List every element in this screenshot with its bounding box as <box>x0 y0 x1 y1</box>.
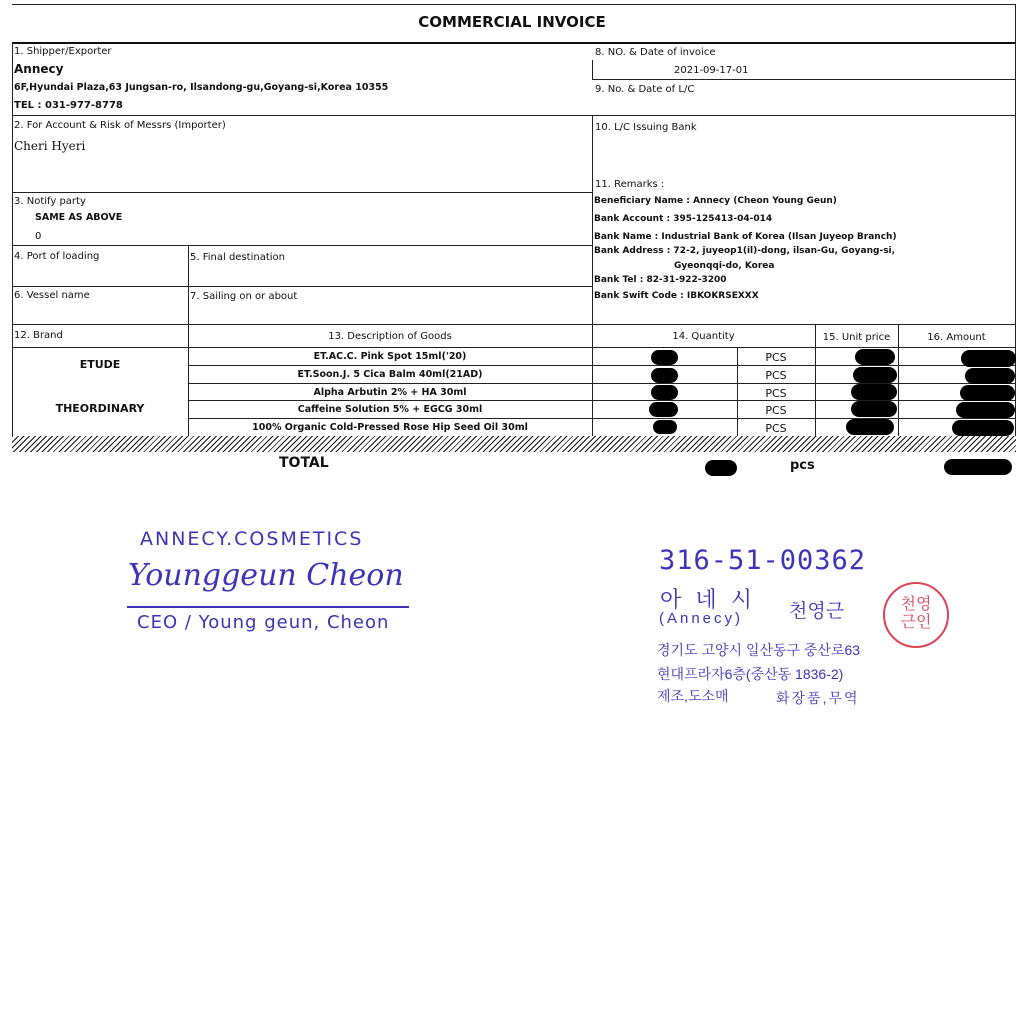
invoice-title: COMMERCIAL INVOICE <box>418 13 606 31</box>
redaction <box>855 349 895 365</box>
redaction <box>960 385 1015 401</box>
stamp-business-2: 화장품,무역 <box>776 690 860 706</box>
sailing-label: 7. Sailing on or about <box>190 291 298 302</box>
redaction <box>944 459 1012 475</box>
stamp-title: CEO / Young geun, Cheon <box>137 612 390 633</box>
brand-theordinary: THEORDINARY <box>55 402 145 415</box>
stamp-address-1: 경기도 고양시 일산동구 중산로63 <box>657 642 861 658</box>
shipper-tel: TEL : 031-977-8778 <box>14 100 123 111</box>
total-unit: pcs <box>790 458 815 473</box>
redaction <box>846 419 894 435</box>
stamp-business-1: 제조,도소매 <box>657 688 729 704</box>
notify-value: SAME AS ABOVE <box>35 212 123 223</box>
lc-no-label: 9. No. & Date of L/C <box>595 84 695 95</box>
redaction <box>851 401 897 417</box>
unit-price-header: 15. Unit price <box>822 332 891 343</box>
item-description: 100% Organic Cold-Pressed Rose Hip Seed Oil 30ml <box>252 422 528 433</box>
remarks-label: 11. Remarks : <box>595 179 665 190</box>
signature-line <box>127 606 409 608</box>
item-unit: PCS <box>765 351 787 364</box>
notify-value-2: 0 <box>35 231 42 242</box>
brand-header: 12. Brand <box>14 330 63 341</box>
remark-line: Bank Name : Industrial Bank of Korea (Ilsan Juyeop Branch) <box>594 232 897 242</box>
redaction <box>705 460 737 476</box>
redaction <box>651 385 678 400</box>
redaction <box>649 402 678 417</box>
importer-name: Cheri Hyeri <box>14 139 86 153</box>
final-destination-label: 5. Final destination <box>190 252 285 263</box>
item-description: ET.AC.C. Pink Spot 15ml('20) <box>313 351 467 362</box>
redaction <box>651 350 678 365</box>
brand-etude: ETUDE <box>79 358 121 371</box>
item-unit: PCS <box>765 404 787 417</box>
shipper-address: 6F,Hyundai Plaza,63 Jungsan-ro, Ilsandong-gu,Goyang-si,Korea 10355 <box>14 82 389 93</box>
stamp-reg-no: 316-51-00362 <box>659 545 867 576</box>
item-description: ET.Soon.J. 5 Cica Balm 40ml(21AD) <box>297 369 483 380</box>
remark-line: Beneficiary Name : Annecy (Cheon Young Geun) <box>594 196 837 206</box>
description-header: 13. Description of Goods <box>328 331 452 342</box>
stamp-name-ko: 아 네 시 <box>660 587 756 612</box>
item-unit: PCS <box>765 369 787 382</box>
redaction <box>965 368 1015 384</box>
invoice-no-value: 2021-09-17-01 <box>674 65 749 76</box>
remark-line: Bank Tel : 82-31-922-3200 <box>594 275 727 285</box>
remark-line: Bank Swift Code : IBKOKRSEXXX <box>594 291 759 301</box>
amount-header: 16. Amount <box>927 332 986 343</box>
total-label: TOTAL <box>279 455 329 471</box>
notify-label: 3. Notify party <box>14 196 86 207</box>
owner-seal <box>883 582 949 648</box>
stamp-name-en: (Annecy) <box>659 610 744 627</box>
item-description: Caffeine Solution 5% + EGCG 30ml <box>297 404 483 415</box>
port-loading-label: 4. Port of loading <box>14 251 100 262</box>
lc-bank-label: 10. L/C Issuing Bank <box>595 122 697 133</box>
redaction <box>956 402 1015 418</box>
seal-text: 천영 근인 <box>900 596 932 631</box>
redaction <box>961 350 1016 367</box>
redaction <box>952 420 1014 436</box>
remark-line: Bank Account : 395-125413-04-014 <box>594 214 773 224</box>
redaction <box>853 367 897 383</box>
stamp-address-2: 현대프라자6층(중산동 1836-2) <box>657 666 844 682</box>
item-description: Alpha Arbutin 2% + HA 30ml <box>313 387 467 398</box>
invoice-no-label: 8. NO. & Date of invoice <box>595 47 716 58</box>
quantity-header: 14. Quantity <box>672 331 735 342</box>
item-unit: PCS <box>765 422 787 435</box>
item-unit: PCS <box>765 387 787 400</box>
stamp-owner: 천영근 <box>789 601 845 622</box>
stamp-company: ANNECY.COSMETICS <box>140 528 364 550</box>
hatched-separator <box>12 436 1016 452</box>
shipper-label: 1. Shipper/Exporter <box>14 46 112 57</box>
vessel-label: 6. Vessel name <box>14 290 90 301</box>
importer-label: 2. For Account & Risk of Messrs (Importer) <box>14 120 226 131</box>
shipper-name: Annecy <box>14 62 64 76</box>
remark-line: Gyeonqqi-do, Korea <box>674 261 775 271</box>
redaction <box>851 384 897 400</box>
remark-line: Bank Address : 72-2, juyeop1(il)-dong, ilsan-Gu, Goyang-si, <box>594 246 896 256</box>
redaction <box>651 368 678 383</box>
redaction <box>653 420 677 434</box>
stamp-signature: Younggeun Cheon <box>128 558 404 593</box>
